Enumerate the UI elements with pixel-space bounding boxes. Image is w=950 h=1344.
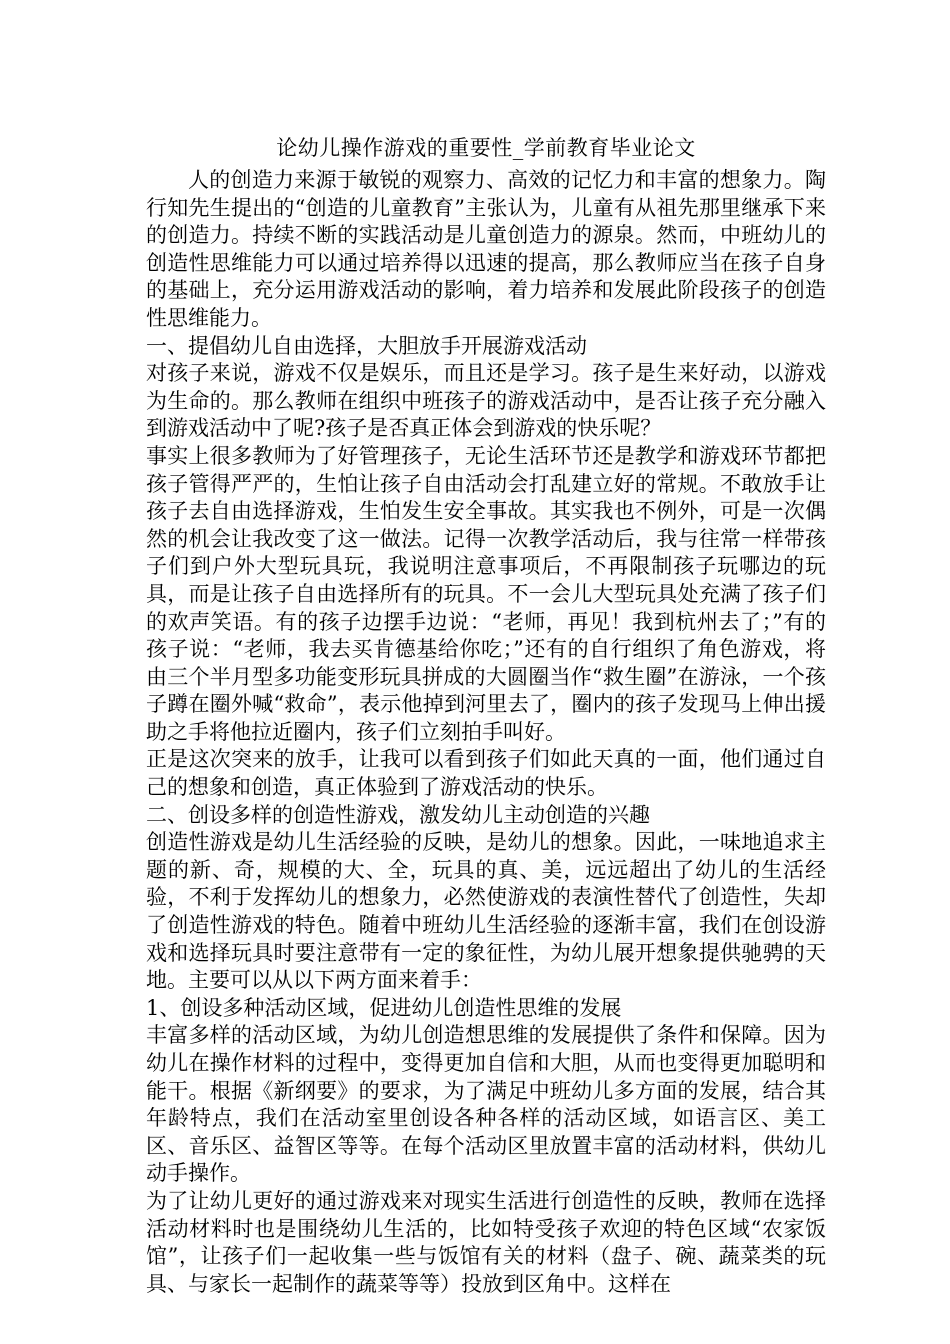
document-title: 论幼儿操作游戏的重要性_学前教育毕业论文 bbox=[276, 136, 696, 160]
body-paragraph: 事实上很多教师为了好管理孩子，无论生活环节还是教学和游戏环节都把孩子管得严严的，生怕让孩子自由活动会打乱建立好的常规。不敢放手让孩子去自由选择游戏，生怕发生安全事故。其实我也不例外，可是一次偶然的机会让我改变了这一做法。记得一次教学活动后，我与往常一样带孩子们到户外大型玩具玩，我说明注意事项后，不再限制孩子玩哪边的玩具，而是让孩子自由选择所有的玩具。不一会儿大型玩具处充满了孩子们的欢声笑语。有的孩子边摆手边说：“老师，再见！我到杭州去了；”有的孩子说：“老师，我去买肯德基给你吃；”还有的自行组织了角色游戏，将由三个半月型多功能变形玩具拼成的大圆圈当作“救生圈”在游泳，一个孩子蹲在圈外喊“救命”，表示他掉到河里去了，圈内的孩子发现马上伸出援助之手将他拉近圈内，孩子们立刻拍手叫好。 bbox=[146, 443, 826, 744]
section-heading-1: 一、提倡幼儿自由选择，大胆放手开展游戏活动 bbox=[146, 333, 587, 358]
intro-paragraph: 人的创造力来源于敏锐的观察力、高效的记忆力和丰富的想象力。陶行知先生提出的“创造的儿童教育”主张认为，儿童有从祖先那里继承下来的创造力。持续不断的实践活动是儿童创造力的源泉。然而，中班幼儿的创造性思维能力可以通过培养得以迅速的提高，那么教师应当在孩子自身的基础上，充分运用游戏活动的影响，着力培养和发展此阶段孩子的创造性思维能力。 bbox=[146, 168, 826, 330]
body-paragraph: 正是这次突来的放手，让我可以看到孩子们如此天真的一面，他们通过自己的想象和创造，真正体验到了游戏活动的快乐。 bbox=[146, 747, 826, 800]
subsection-heading-1: 1、创设多种活动区域，促进幼儿创造性思维的发展 bbox=[146, 995, 622, 1020]
body-paragraph: 对孩子来说，游戏不仅是娱乐，而且还是学习。孩子是生来好动，以游戏为生命的。那么教师在组织中班孩子的游戏活动中，是否让孩子充分融入到游戏活动中了呢?孩子是否真正体会到游戏的快乐呢？ bbox=[146, 361, 826, 441]
body-paragraph: 创造性游戏是幼儿生活经验的反映，是幼儿的想象。因此，一味地追求主题的新、奇，规模的大、全，玩具的真、美，远远超出了幼儿的生活经验，不利于发挥幼儿的想象力，必然使游戏的表演性替代了创造性，失却了创造性游戏的特色。随着中班幼儿生活经验的逐渐丰富，我们在创设游戏和选择玩具时要注意带有一定的象征性，为幼儿展开想象提供驰骋的天地。主要可以从以下两方面来着手： bbox=[146, 830, 826, 993]
document-page bbox=[146, 133, 826, 1298]
section-heading-2: 二、创设多样的创造性游戏，激发幼儿主动创造的兴趣 bbox=[146, 802, 650, 827]
body-paragraph: 丰富多样的活动区域，为幼儿创造想思维的发展提供了条件和保障。因为幼儿在操作材料的过程中，变得更加自信和大胆，从而也变得更加聪明和能干。根据《新纲要》的要求，为了满足中班幼儿多方面的发展，结合其年龄特点，我们在活动室里创设各种各样的活动区域，如语言区、美工区、音乐区、益智区等等。在每个活动区里放置丰富的活动材料，供幼儿动手操作。 bbox=[146, 1023, 826, 1186]
body-paragraph: 为了让幼儿更好的通过游戏来对现实生活进行创造性的反映，教师在选择活动材料时也是围绕幼儿生活的，比如特受孩子欢迎的特色区域“农家饭馆”，让孩子们一起收集一些与饭馆有关的材料（盘子、碗、蔬菜类的玩具、与家长一起制作的蔬菜等等）投放到区角中。这样在 bbox=[146, 1188, 826, 1296]
